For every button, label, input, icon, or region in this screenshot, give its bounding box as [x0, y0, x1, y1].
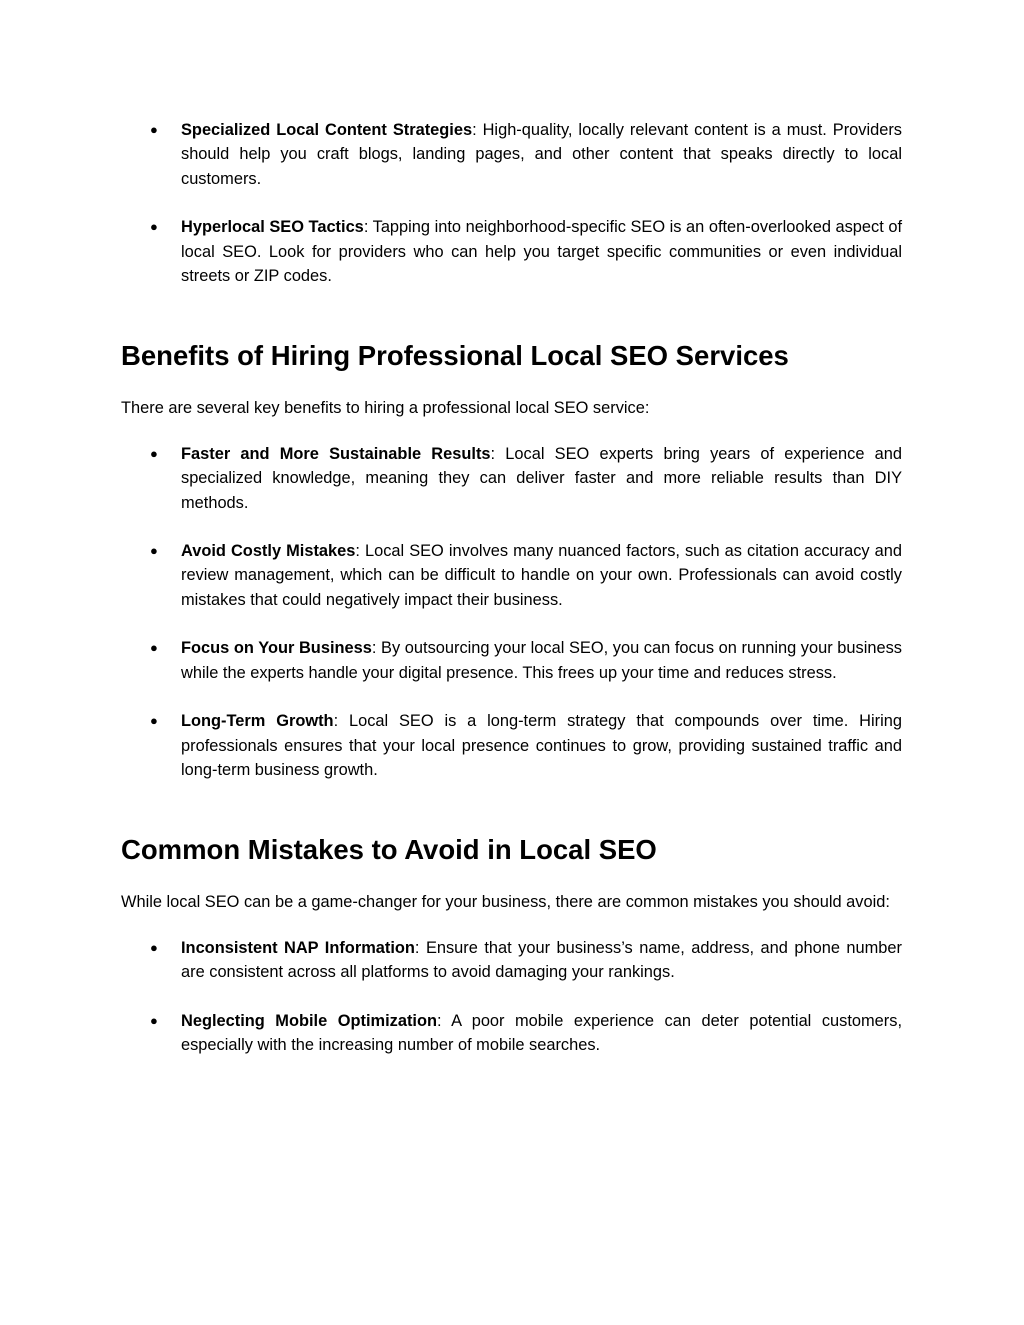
bullet-icon: ● [150, 939, 158, 955]
benefits-list [121, 442, 902, 782]
list-item [121, 539, 902, 612]
bullet-icon: ● [150, 219, 158, 235]
list-item-term: Long-Term Growth [181, 712, 334, 731]
content-strategy-list [121, 118, 902, 288]
list-item-text: : Ensure that your business’s name, address, and phone number are consistent across all platforms to avoid damaging your rankings. [181, 938, 902, 982]
list-item-term: Inconsistent NAP Information [181, 938, 415, 957]
list-item-text: : Local SEO involves many nuanced factors, such as citation accuracy and review management, which can be difficult to handle on your own. Professionals can avoid costly mistakes that could negatively impact their business. [181, 542, 902, 609]
list-item-text: : High-quality, locally relevant content is a must. Providers should help you craft blogs, landing pages, and other content that speaks directly to local customers. [181, 121, 902, 188]
list-item [121, 215, 902, 288]
list-item-text: : Local SEO experts bring years of experience and specialized knowledge, meaning they can deliver faster and more reliable results than DIY methods. [181, 444, 902, 512]
bullet-icon: ● [150, 445, 158, 461]
mistakes-list [121, 936, 902, 1058]
list-item [121, 936, 902, 985]
list-item-text: : Tapping into neighborhood-specific SEO is an often-overlooked aspect of local SEO. Look for providers who can help you target specific communities or even individual streets or ZIP codes. [181, 218, 903, 286]
list-item [121, 709, 902, 782]
list-item-term: Faster and More Sustainable Results [181, 444, 491, 463]
bullet-icon: ● [150, 543, 158, 559]
list-item [121, 442, 902, 515]
list-item-term: Avoid Costly Mistakes [181, 542, 356, 561]
section-intro-benefits: There are several key benefits to hiring a professional local SEO service: [121, 399, 650, 418]
list-item [121, 636, 902, 685]
list-item-text: : Local SEO is a long-term strategy that compounds over time. Hiring professionals ensures that your local presence continues to grow, providing sustained traffic and long-term business growth. [181, 712, 902, 779]
list-item-text: : By outsourcing your local SEO, you can focus on running your business while the experts handle your digital presence. This frees up your time and reduces stress. [181, 639, 903, 682]
list-item-term: Neglecting Mobile Optimization [181, 1011, 437, 1030]
section-heading-benefits: Benefits of Hiring Professional Local SEO Services [121, 340, 789, 372]
bullet-icon: ● [150, 122, 158, 137]
bullet-icon: ● [150, 640, 158, 656]
list-item-text: : A poor mobile experience can deter potential customers, especially with the increasing number of mobile searches. [181, 1011, 902, 1054]
list-item-term: Focus on Your Business [181, 639, 372, 658]
list-item [121, 118, 902, 191]
bullet-icon: ● [150, 1012, 158, 1028]
list-item [121, 1009, 902, 1058]
section-intro-mistakes: While local SEO can be a game-changer for your business, there are common mistakes you should avoid: [121, 893, 890, 912]
list-item-term: Hyperlocal SEO Tactics [181, 218, 364, 237]
section-heading-mistakes: Common Mistakes to Avoid in Local SEO [121, 834, 657, 866]
list-item-term: Specialized Local Content Strategies [181, 121, 473, 139]
bullet-icon: ● [150, 713, 158, 729]
document-page [121, 118, 902, 1081]
